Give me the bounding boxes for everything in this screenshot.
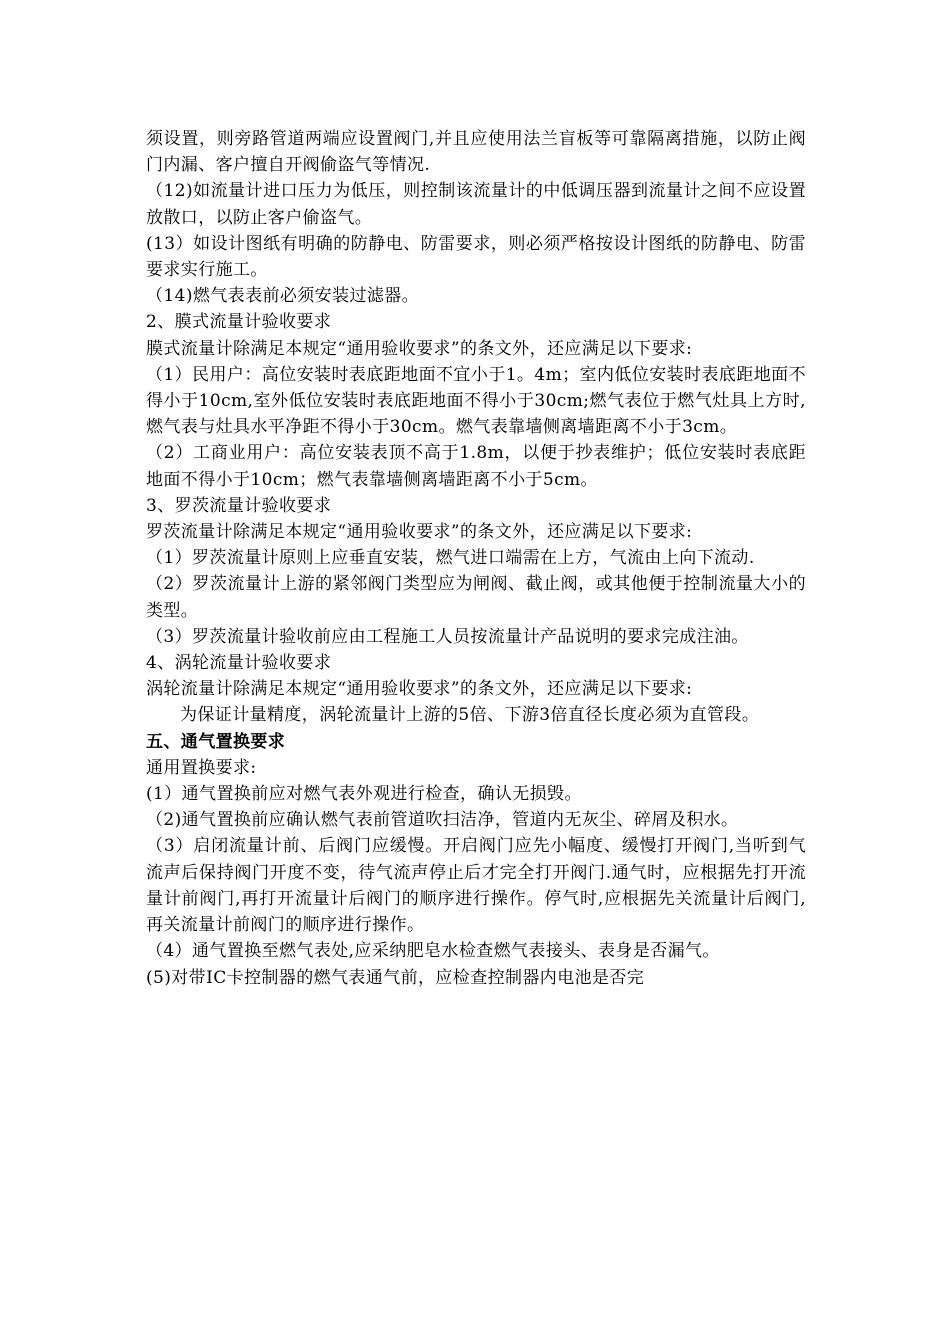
paragraph: 须设置，则旁路管道两端应设置阀门,并且应使用法兰盲板等可靠隔离措施，以防止阀门内漏、客户擅自开阀偷盗气等情况. [146,129,806,176]
paragraph: （2）罗茨流量计上游的紧邻阀门类型应为闸阀、截止阀，或其他便于控制流量大小的类型。 [146,574,806,621]
section-title: 3、罗茨流量计验收要求 [146,495,332,516]
paragraph: 涡轮流量计除满足本规定“通用验收要求”的条文外，还应满足以下要求: [146,679,693,700]
section-title: 2、膜式流量计验收要求 [146,312,332,333]
paragraph: 通用置换要求: [146,757,257,778]
paragraph: （14)燃气表表前必须安装过滤器。 [146,286,420,307]
paragraph: (1）通气置换前应对燃气表外观进行检查，确认无损毁。 [146,784,582,805]
paragraph: （2)通气置换前应确认燃气表前管道吹扫洁净，管道内无灰尘、碎屑及积水。 [146,810,739,831]
paragraph: （3）罗茨流量计验收前应由工程施工人员按流量计产品说明的要求完成注油。 [146,626,749,647]
paragraph: 罗茨流量计除满足本规定“通用验收要求”的条文外，还应满足以下要求: [146,522,693,543]
paragraph: （1）民用户：高位安装时表底距地面不宜小于1。4m；室内低位安装时表底距地面不得小于10cm,室外低位安装时表底距地面不得小于30cm;燃气表位于燃气灶具上方时,燃气表与灶具水平净距不得小于30cm。燃气表靠墙侧离墙距离不小于3cm。 [146,364,806,438]
chapter-heading: 五、通气置换要求 [146,731,286,752]
document-body [146,126,806,991]
paragraph: （12)如流量计进口压力为低压，则控制该流量计的中低调压器到流量计之间不应设置放散口，以防止客户偷盗气。 [146,181,806,228]
paragraph: (5)对带IC卡控制器的燃气表通气前，应检查控制器内电池是否完 [146,967,645,988]
paragraph: （3）启闭流量计前、后阀门应缓慢。开启阀门应先小幅度、缓慢打开阀门,当听到气流声后保持阀门开度不变，待气流声停止后才完全打开阀门.通气时，应根据先打开流量计前阀门,再打开流量计后阀门的顺序进行操作。停气时,应根据先关流量计后阀门,再关流量计前阀门的顺序进行操作。 [146,836,806,936]
paragraph: 膜式流量计除满足本规定“通用验收要求”的条文外，还应满足以下要求: [146,338,693,359]
paragraph: （4）通气置换至燃气表处,应采纳肥皂水检查燃气表接头、表身是否漏气。 [146,941,720,962]
section-title: 4、涡轮流量计验收要求 [146,653,332,674]
paragraph: (13）如设计图纸有明确的防静电、防雷要求，则必须严格按设计图纸的防静电、防雷要求实行施工。 [146,233,806,281]
paragraph: （1）罗茨流量计原则上应垂直安装，燃气进口端需在上方，气流由上向下流动. [146,548,755,569]
paragraph: （2）工商业用户：高位安装表顶不高于1.8m，以便于抄表维护；低位安装时表底距地面不得小于10cm；燃气表靠墙侧离墙距离不小于5cm。 [146,443,806,490]
paragraph: 为保证计量精度，涡轮流量计上游的5倍、下游3倍直径长度必须为直管段。 [180,705,760,726]
